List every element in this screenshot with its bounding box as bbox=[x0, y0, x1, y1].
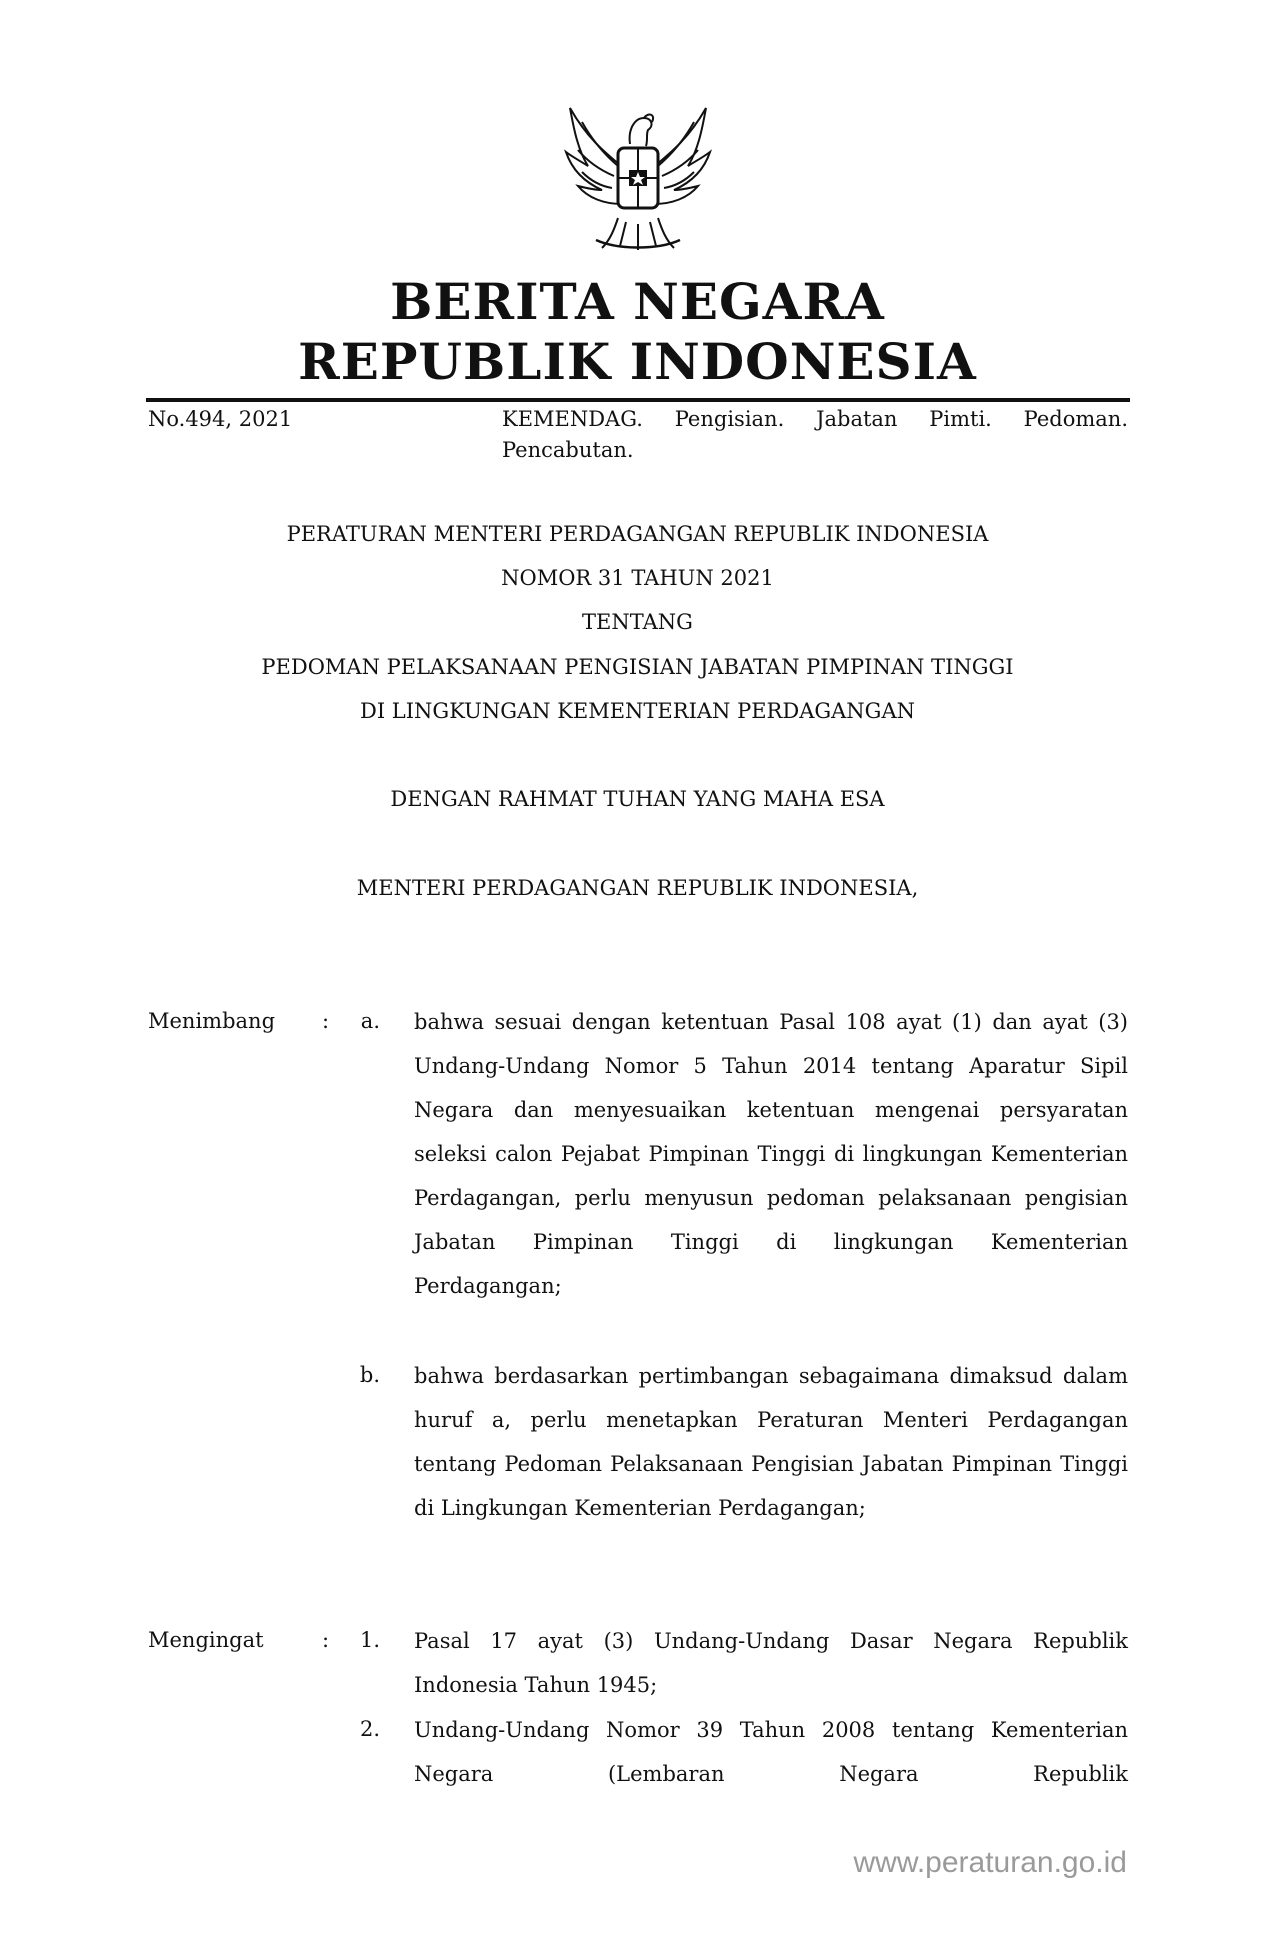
menimbang-item-b-marker: b. bbox=[359, 1363, 380, 1387]
header-rule bbox=[146, 398, 1130, 402]
mengingat-item-1-text: Pasal 17 ayat (3) Undang-Undang Dasar Negara Republik Indonesia Tahun 1945; bbox=[414, 1629, 1128, 1697]
regulation-tentang: TENTANG bbox=[582, 610, 693, 634]
footer-website-link[interactable]: www.peraturan.go.id bbox=[853, 1846, 1127, 1879]
menimbang-label: Menimbang bbox=[148, 1009, 276, 1033]
menimbang-item-a-text: bahwa sesuai dengan ketentuan Pasal 108 ayat (1) dan ayat (3) Undang-Undang Nomor 5 Tahun 2014 tentang Aparatur Sipil Negara dan menyesuaikan ketentuan mengenai persyaratan seleksi calon Pejabat Pimpinan Tinggi di lingkungan Kementerian Perdagangan, perlu menyusun pedoman pelaksanaan pengisian Jabatan Pimpinan Tinggi di lingkungan Kementerian Perdagangan; bbox=[414, 1010, 1128, 1298]
masthead-subtitle: REPUBLIK INDONESIA bbox=[298, 332, 977, 391]
mengingat-colon: : bbox=[322, 1628, 330, 1652]
opening-invocation: DENGAN RAHMAT TUHAN YANG MAHA ESA bbox=[390, 787, 885, 811]
mengingat-item-1-marker: 1. bbox=[359, 1628, 380, 1652]
regulation-subject-line-1: PEDOMAN PELAKSANAAN PENGISIAN JABATAN PIMPINAN TINGGI bbox=[261, 655, 1014, 679]
regulation-number: NOMOR 31 TAHUN 2021 bbox=[501, 566, 774, 590]
menimbang-colon: : bbox=[322, 1009, 330, 1033]
publication-subject: KEMENDAG. Pengisian. Jabatan Pimti. Pedoman. Pencabutan. bbox=[502, 407, 1128, 462]
publication-number: No.494, 2021 bbox=[148, 407, 293, 431]
mengingat-item-2-text: Undang-Undang Nomor 39 Tahun 2008 tentang Kementerian Negara (Lembaran Negara Republik bbox=[414, 1718, 1128, 1786]
regulation-title-line-1: PERATURAN MENTERI PERDAGANGAN REPUBLIK INDONESIA bbox=[286, 522, 989, 546]
menimbang-item-a-marker: a. bbox=[360, 1009, 380, 1033]
mengingat-item-2-marker: 2. bbox=[359, 1717, 380, 1741]
regulation-subject-line-2: DI LINGKUNGAN KEMENTERIAN PERDAGANGAN bbox=[360, 699, 915, 723]
masthead-title: BERITA NEGARA bbox=[390, 272, 885, 331]
menimbang-item-b-text: bahwa berdasarkan pertimbangan sebagaimana dimaksud dalam huruf a, perlu menetapkan Peraturan Menteri Perdagangan tentang Pedoman Pelaksanaan Pengisian Jabatan Pimpinan Tinggi di Lingkungan Kementerian Perdagangan; bbox=[414, 1364, 1128, 1520]
minister-title: MENTERI PERDAGANGAN REPUBLIK INDONESIA, bbox=[356, 876, 919, 900]
mengingat-label: Mengingat bbox=[148, 1628, 264, 1652]
garuda-emblem-icon bbox=[548, 100, 728, 260]
